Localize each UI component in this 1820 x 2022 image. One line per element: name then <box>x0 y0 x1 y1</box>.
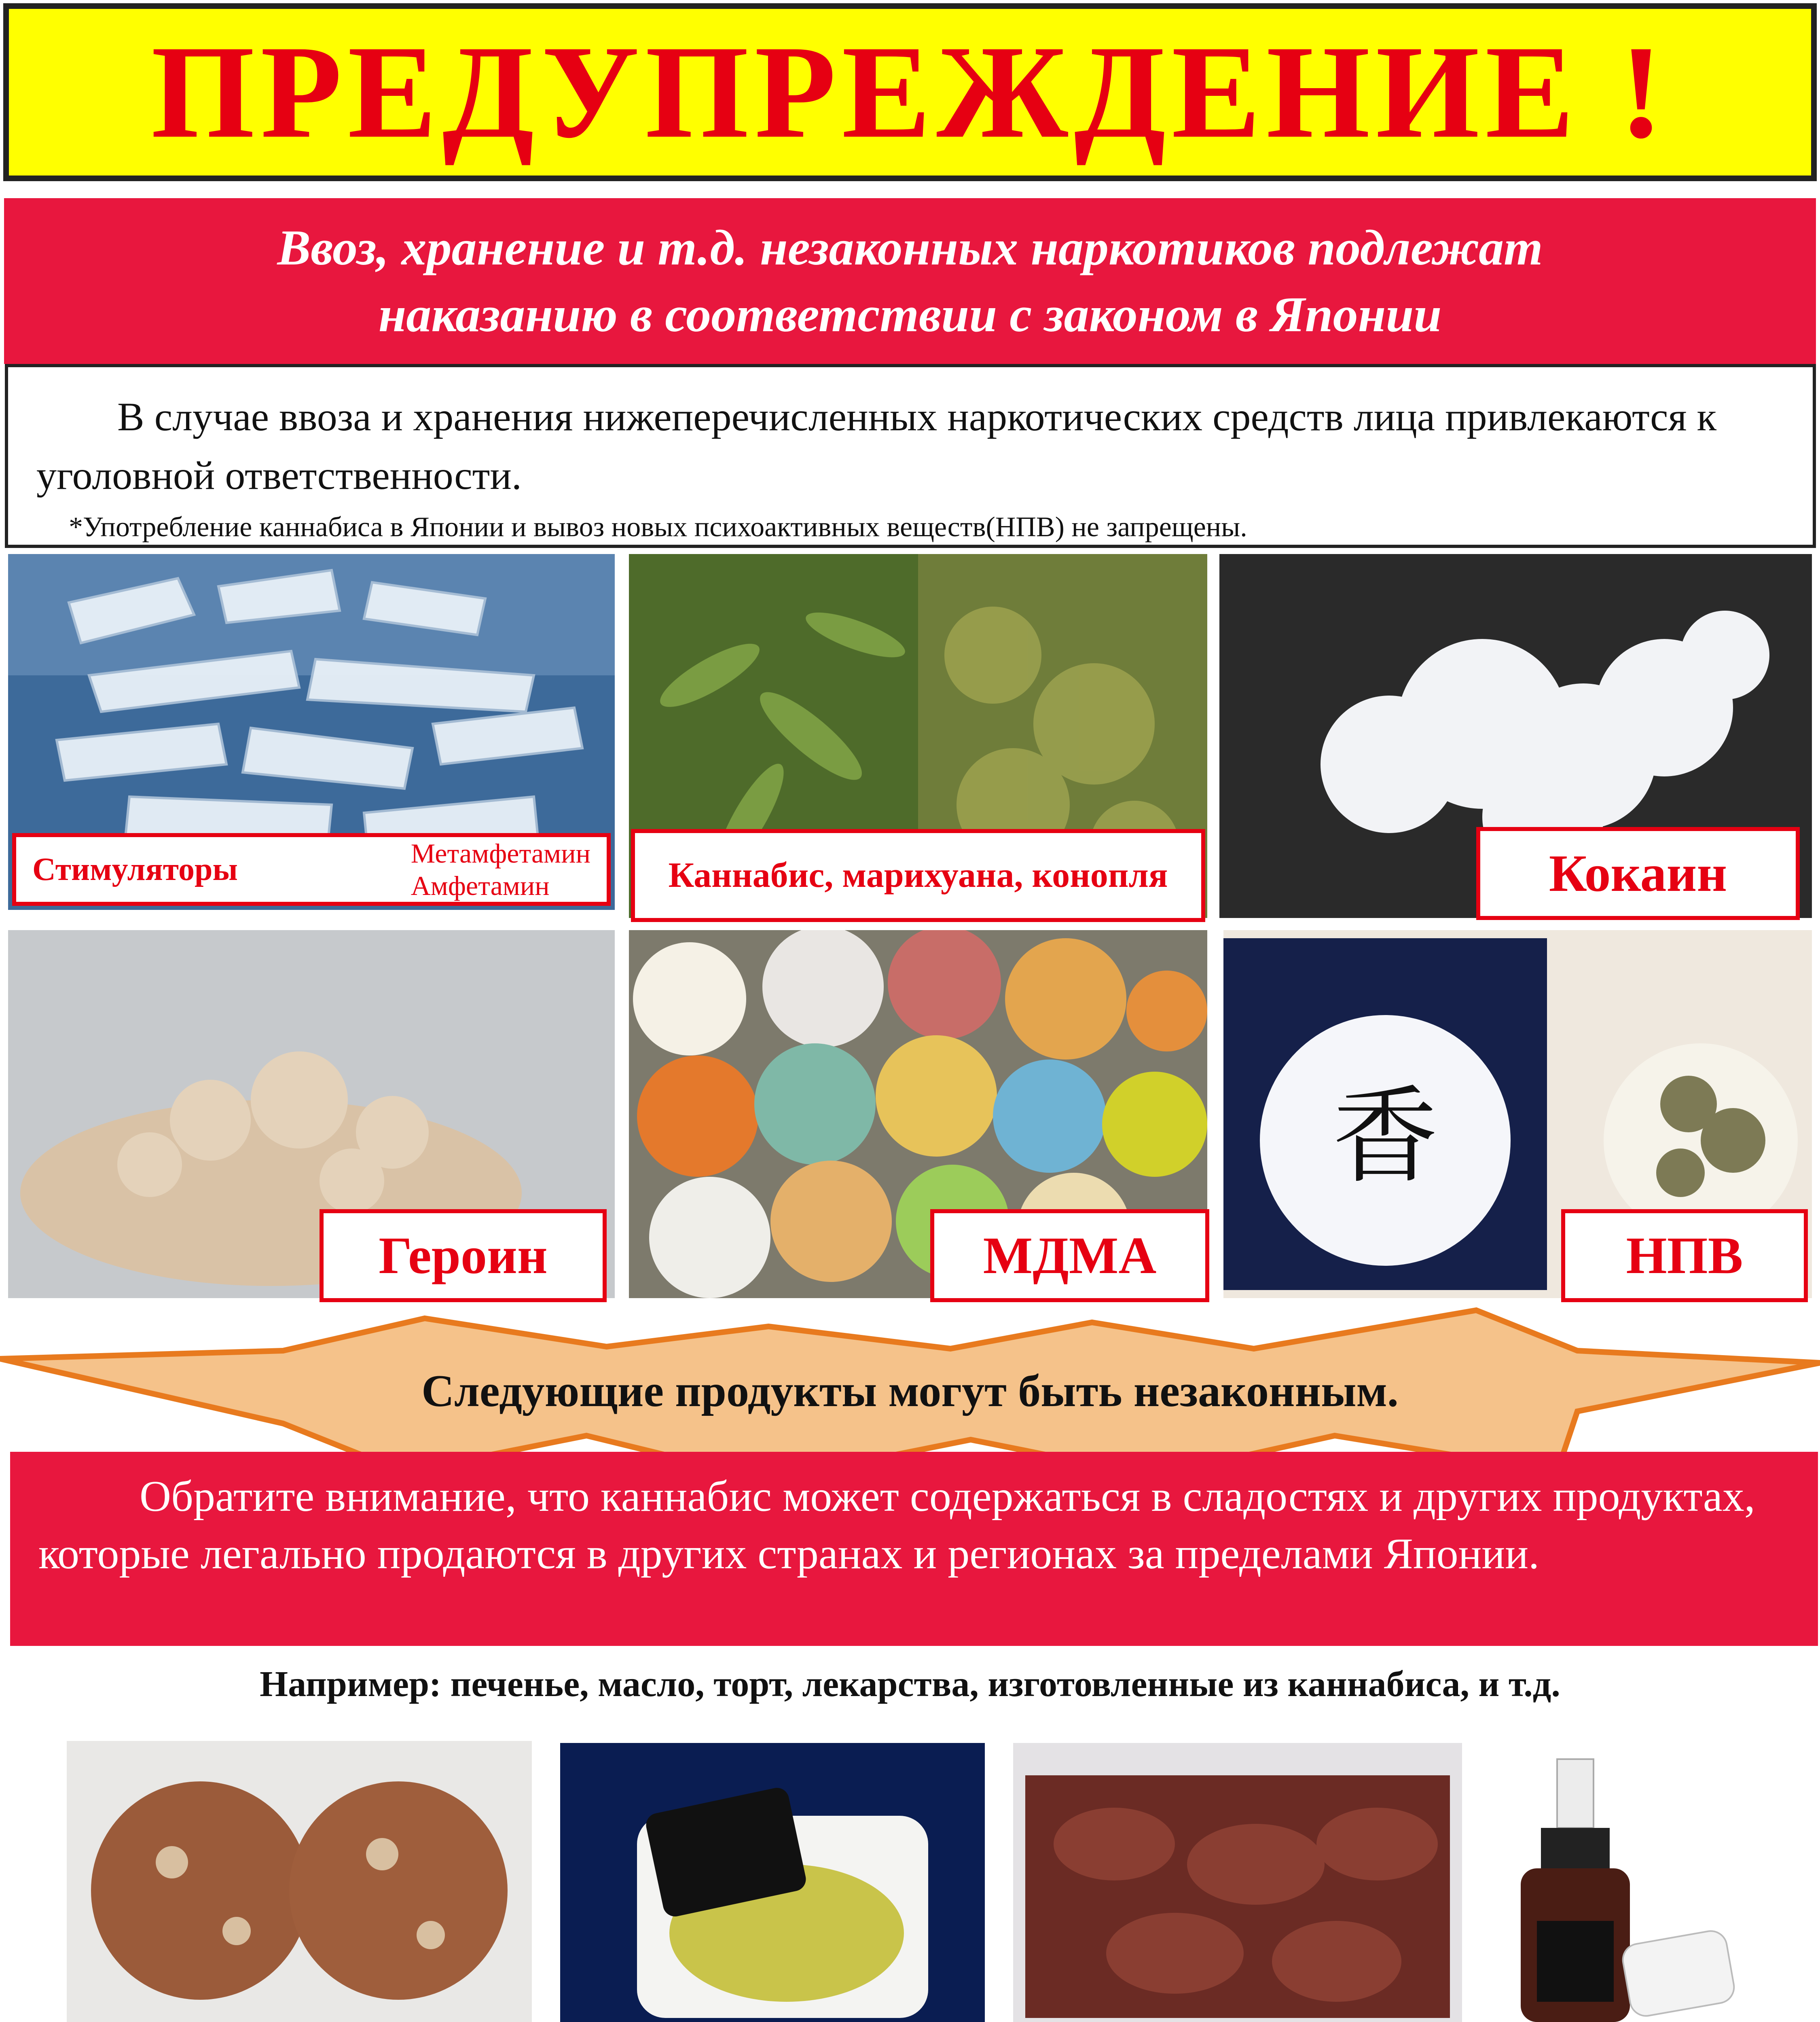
svg-text:香: 香 <box>1333 1076 1438 1198</box>
example-text: Например: печенье, масло, торт, лекарства, изготовленные из каннабиса, и т.д. <box>260 1664 1560 1704</box>
methamphetamine-label: Метамфетамин <box>411 838 590 869</box>
mdma-label <box>930 1209 1209 1302</box>
heroin-label <box>320 1209 607 1302</box>
cake-photo <box>1013 1743 1462 2022</box>
cocaine-label-text: Кокаин <box>1549 844 1727 903</box>
cannabis-label-text: Каннабис, марихуана, конопля <box>668 856 1168 895</box>
cocaine-label <box>1476 827 1800 920</box>
amphetamine-label: Амфетамин <box>411 870 550 901</box>
cookies-photo <box>67 1741 532 2022</box>
intro-box <box>5 364 1816 548</box>
law-banner-line-2: наказанию в соответствии с законом в Японии <box>378 287 1442 342</box>
intro-note: *Употребление каннабиса в Японии и вывоз новых психоактивных веществ(НПВ) не запрещены. <box>69 512 1247 543</box>
heroin-label-text: Героин <box>379 1227 548 1285</box>
notice-text: Обратите внимание, что каннабис может содержаться в сладостях и других продуктах, которые легально продаются в других странах и регионах за пределами Японии. <box>38 1472 1755 1578</box>
stimulants-label <box>12 833 611 906</box>
page-title: ПРЕДУПРЕЖДЕНИЕ ! <box>151 18 1669 166</box>
law-banner-line-1: Ввоз, хранение и т.д. незаконных наркотиков подлежат <box>277 220 1543 275</box>
law-banner <box>4 198 1816 364</box>
npv-label-text: НПВ <box>1626 1227 1743 1285</box>
butter-photo <box>560 1743 985 2022</box>
notice-box <box>10 1452 1818 1646</box>
spray-bottle-photo <box>1492 1747 1743 2022</box>
title-banner <box>3 3 1817 181</box>
intro-text: В случае ввоза и хранения нижеперечисленных наркотических средств лица привлекаются к уголовной ответственности. <box>36 394 1717 498</box>
stimulants-label-main: Стимуляторы <box>32 851 238 887</box>
warning-text: Следующие продукты могут быть незаконным. <box>421 1366 1399 1416</box>
cannabis-label <box>631 829 1205 922</box>
stimulants-sub-list <box>411 837 590 902</box>
mdma-label-text: МДМА <box>983 1227 1157 1285</box>
npv-label <box>1561 1209 1808 1302</box>
